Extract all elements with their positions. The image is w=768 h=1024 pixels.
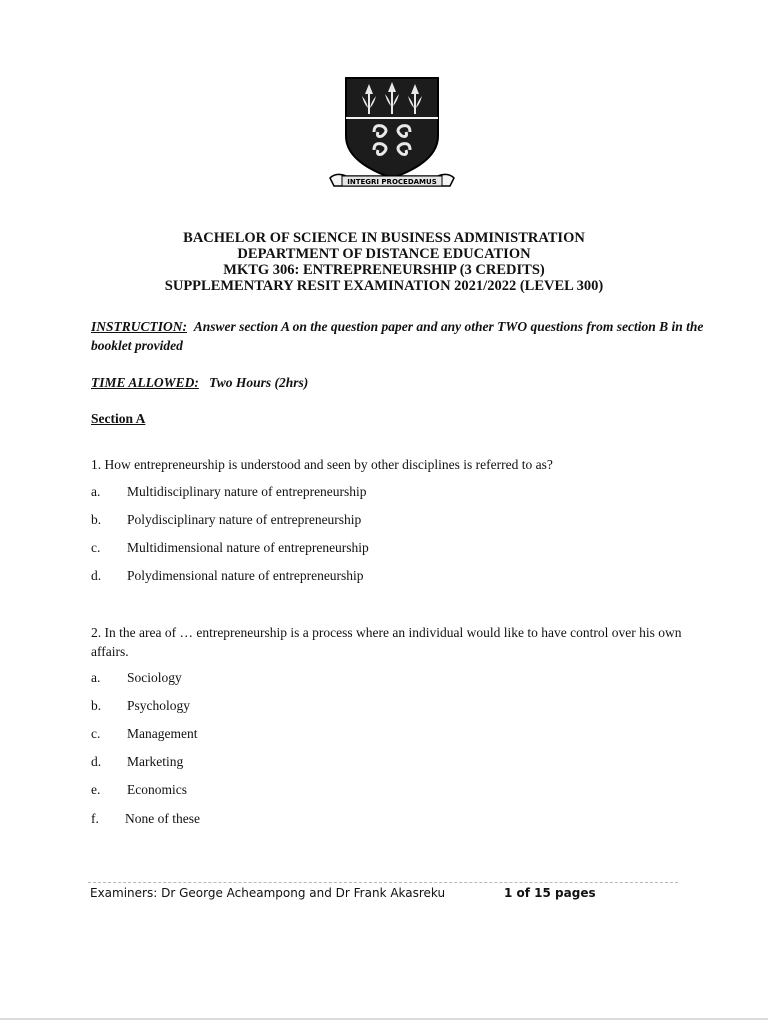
question-2-option: d. Marketing <box>91 754 184 769</box>
question-2-option: b. Psychology <box>91 698 191 713</box>
page-bottom-edge <box>0 1018 768 1020</box>
question-2-text: 2. In the area of … entrepreneurship is a process where an individual would like to have control over his own affairs. <box>91 625 682 659</box>
question-1-option: d. Polydimensional nature of entrepreneurship <box>91 568 364 583</box>
exam-title-block <box>0 230 768 294</box>
time-allowed-line <box>91 373 711 392</box>
crest-motto: INTEGRI PROCEDAMUS <box>347 178 437 186</box>
footer-page-number: 1 of 15 pages <box>504 886 596 900</box>
footer-examiners: Examiners: Dr George Acheampong and Dr Frank Akasreku <box>90 886 446 900</box>
instruction-label: INSTRUCTION: <box>91 319 188 334</box>
department-title: DEPARTMENT OF DISTANCE EDUCATION <box>237 246 531 262</box>
university-crest-logo <box>326 74 458 192</box>
question-2-option: f. None of these <box>91 811 200 826</box>
degree-title: BACHELOR OF SCIENCE IN BUSINESS ADMINISTRATION <box>183 230 585 246</box>
course-title: MKTG 306: ENTREPRENEURSHIP (3 CREDITS) <box>223 262 545 278</box>
question-1-text: 1. How entrepreneurship is understood and seen by other disciplines is referred to as? <box>91 457 553 472</box>
question-2-option: e. Economics <box>91 782 187 797</box>
question-1-option: a. Multidisciplinary nature of entrepreneurship <box>91 484 367 499</box>
question-1-option: b. Polydisciplinary nature of entrepreneurship <box>91 512 362 527</box>
time-allowed-label: TIME ALLOWED: <box>91 375 199 390</box>
question-1-option: c. Multidimensional nature of entrepreneurship <box>91 540 369 555</box>
footer-divider <box>88 882 678 883</box>
section-heading: Section A <box>91 411 146 426</box>
instruction-paragraph <box>91 317 711 355</box>
instruction-text: Answer section A on the question paper and any other TWO questions from section B in the booklet provided <box>91 319 704 353</box>
time-allowed-value: Two Hours (2hrs) <box>209 375 309 390</box>
question-2-option: c. Management <box>91 726 198 741</box>
question-2-option: a. Sociology <box>91 670 182 685</box>
exam-session-title: SUPPLEMENTARY RESIT EXAMINATION 2021/2022 (LEVEL 300) <box>164 278 604 294</box>
